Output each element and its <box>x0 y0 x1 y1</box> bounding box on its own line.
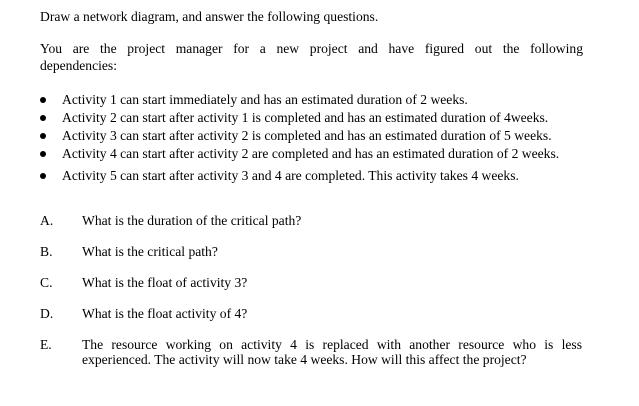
question-text: The resource working on activity 4 is replaced with another resource who is less experienced. The activity will now take 4 weeks. How will this affect the project? <box>82 337 582 367</box>
bullet-icon <box>40 173 46 179</box>
bullet-icon <box>40 151 46 157</box>
question-text: What is the float of activity 3? <box>82 275 248 290</box>
list-item <box>40 92 585 108</box>
list-item <box>40 146 585 162</box>
list-item <box>40 110 585 126</box>
instruction-heading: Draw a network diagram, and answer the following questions. <box>40 9 379 24</box>
question-letter: D. <box>40 306 54 321</box>
question-text: What is the duration of the critical path? <box>82 213 302 228</box>
activity-text: Activity 2 can start after activity 1 is completed and has an estimated duration of 4weeks. <box>62 110 549 125</box>
activity-text: Activity 4 can start after activity 2 are completed and has an estimated duration of 2 weeks. <box>62 146 560 161</box>
bullet-icon <box>40 133 46 139</box>
intro-paragraph: You are the project manager for a new project and have figured out the following dependencies: <box>40 41 583 73</box>
question-letter: A. <box>40 213 54 228</box>
list-item <box>40 168 585 184</box>
activity-text: Activity 3 can start after activity 2 is completed and has an estimated duration of 5 weeks. <box>62 128 552 143</box>
question-letter: C. <box>40 275 53 290</box>
question-text: What is the critical path? <box>82 244 218 259</box>
activity-text: Activity 1 can start immediately and has an estimated duration of 2 weeks. <box>62 92 468 107</box>
list-item <box>40 128 585 144</box>
bullet-icon <box>40 115 46 121</box>
question-letter: B. <box>40 244 53 259</box>
question-text: What is the float activity of 4? <box>82 306 248 321</box>
bullet-icon <box>40 97 46 103</box>
question-letter: E. <box>40 337 52 352</box>
dependency-list <box>40 92 585 186</box>
activity-text: Activity 5 can start after activity 3 and 4 are completed. This activity takes 4 weeks. <box>62 168 519 183</box>
